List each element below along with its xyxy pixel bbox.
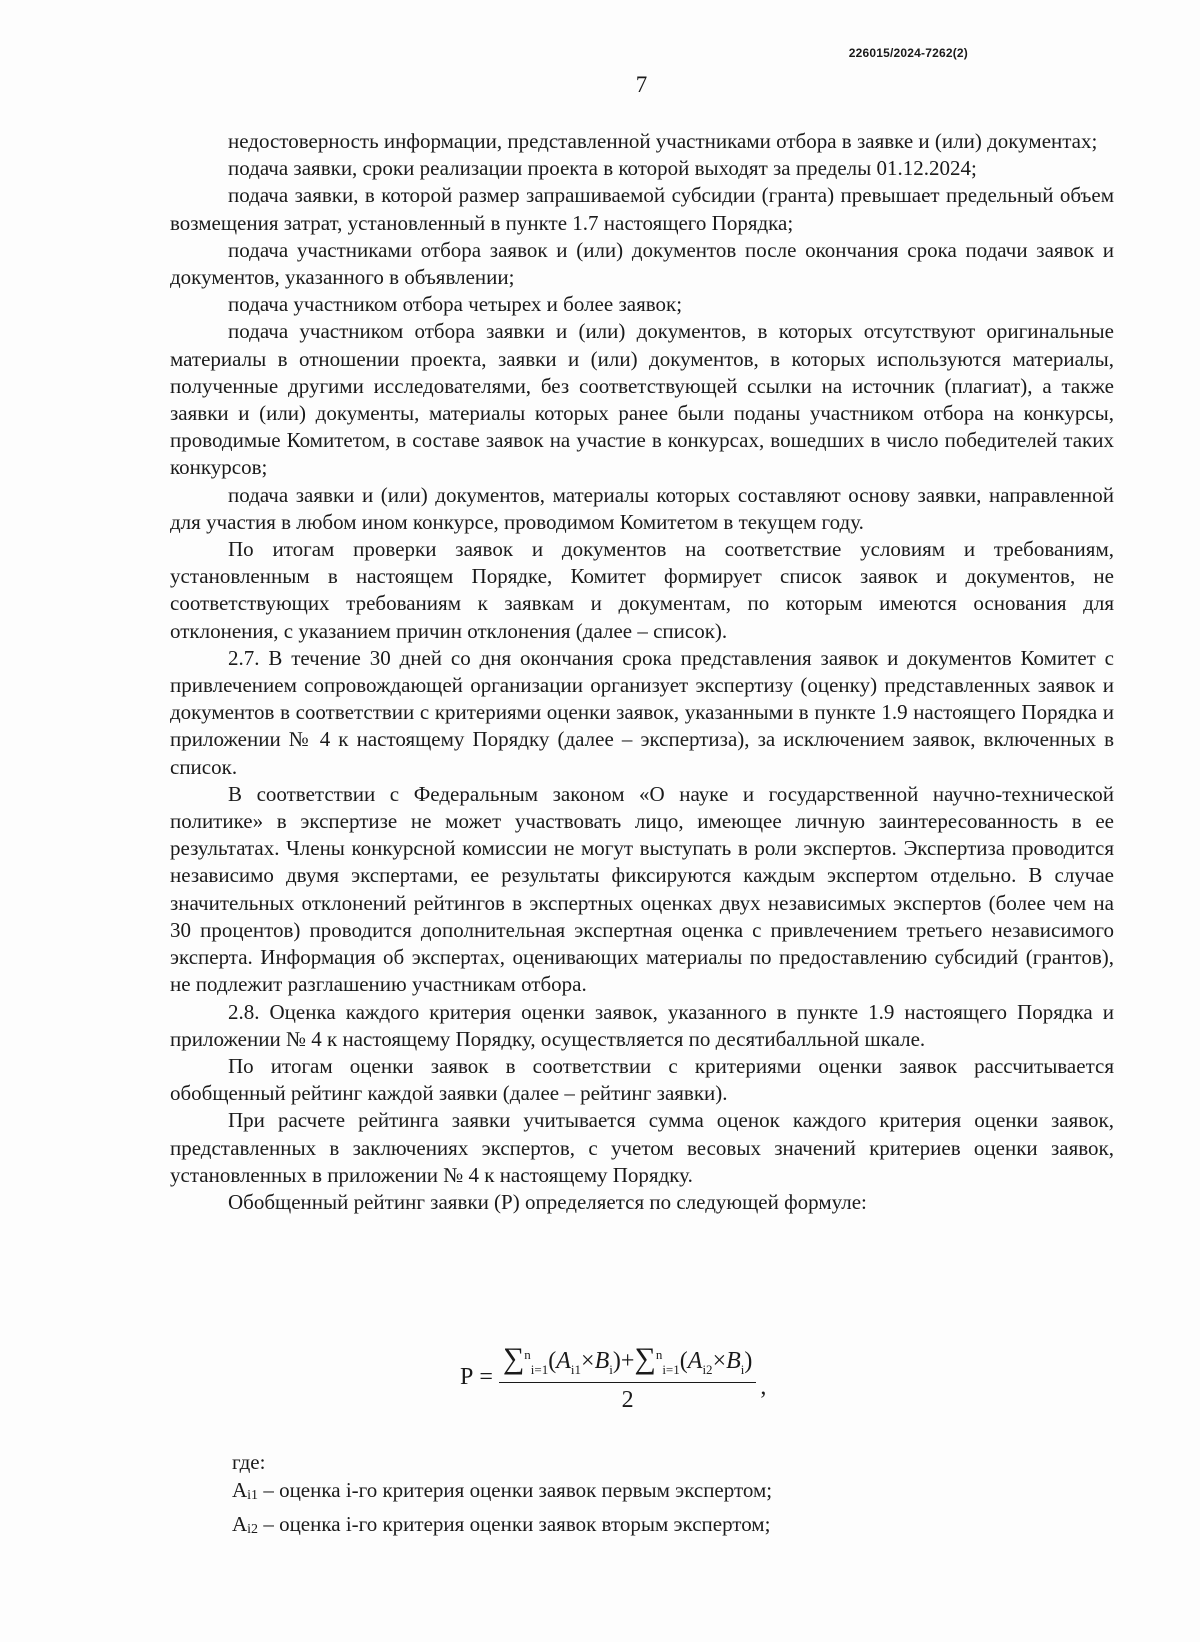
sum-symbol: ∑ bbox=[502, 1342, 525, 1375]
paragraph: В соответствии с Федеральным законом «О науке и государственной научно-технической политике» в экспертизе не может участвовать лицо, имеющее личную заинтересованность в ее результатах. Члены конкурсной комиссии не могут выступать в роли экспертов. Экспертиза проводится независимо двумя экспертами, ее результаты фиксируются каждым экспертом отдельно. В случае значительных отклонений рейтингов в экспертных оценках двух независимых экспертов (более чем на 30 процентов) проводится дополнительная экспертная оценка с привлечением третьего независимого эксперта. Информация об экспертах, оценивающих материалы по предоставлению субсидий (грантов), не подлежит разглашению участникам отбора. bbox=[170, 781, 1114, 997]
paragraph: недостоверность информации, представленной участниками отбора в заявке и (или) документах; bbox=[228, 129, 1098, 153]
page-number: 7 bbox=[635, 72, 648, 97]
paragraph: подача заявки, в которой размер запрашиваемой субсидии (гранта) превышает предельный объем возмещения затрат, установленный в пункте 1.7 настоящего Порядка; bbox=[170, 183, 1114, 235]
paragraph: Обобщенный рейтинг заявки (Р) определяется по следующей формуле: bbox=[228, 1189, 867, 1214]
paragraph: По итогам проверки заявок и документов на соответствие условиям и требованиям, установленным в настоящем Порядке, Комитет формирует список заявок и документов, не соответствующих требованиям к заявкам и документам, по которым имеются основания для отклонения, с указанием причин отклонения (далее – список). bbox=[170, 537, 1114, 643]
paragraph: 2.7. В течение 30 дней со дня окончания срока представления заявок и документов Комитет с привлечением сопровождающей организации организует экспертизу (оценку) представленных заявок и документов в соответствии с критериями оценки заявок, указанными в пункте 1.9 настоящего Порядка и приложении № 4 к настоящему Порядку (далее – экспертиза), за исключением заявок, включенных в список. bbox=[170, 645, 1114, 779]
formula-denominator: 2 bbox=[621, 1386, 634, 1413]
paragraph: подача заявки, сроки реализации проекта в которой выходят за пределы 01.12.2024; bbox=[228, 156, 977, 181]
formula-numerator: $\sum^n_{i=1}(A_{i1}\times B_i)+\sum^n_{i=1}(A_{i2}\times B_i)$ bbox=[499, 1342, 757, 1383]
paragraph: подача участником отбора заявки и (или) документов, в которых отсутствуют оригинальные материалы в отношении проекта, заявки и (или) документов, в которых используются материалы, полученные другими исследователями, без соответствующей ссылки на источник (плагиат), а также заявки и (или) документы, материалы которых ранее были поданы участником отбора на конкурсы, проводимые Комитетом, в составе заявок на участие в конкурсах, вошедших в число победителей таких конкурсов; bbox=[170, 319, 1114, 480]
definition-item: $A_{i2}$ – оценка i-го критерия оценки заявок вторым экспертом; bbox=[232, 1512, 771, 1537]
formula-definitions bbox=[232, 1448, 772, 1544]
sum-symbol: ∑ bbox=[634, 1342, 656, 1375]
formula-comma: , bbox=[760, 1374, 767, 1401]
definitions-where: где: bbox=[232, 1450, 266, 1474]
rating-formula bbox=[460, 1342, 766, 1414]
formula-fraction bbox=[499, 1342, 757, 1414]
paragraph: подача участником отбора четырех и более заявок; bbox=[228, 292, 683, 317]
document-body bbox=[170, 128, 1114, 1216]
paragraph: 2.8. Оценка каждого критерия оценки заявок, указанного в пункте 1.9 настоящего Порядка и приложении № 4 к настоящему Порядку, осуществляется по десятибалльной шкале. bbox=[170, 999, 1114, 1051]
definition-item: $A_{i1}$ – оценка i-го критерия оценки заявок первым экспертом; bbox=[232, 1478, 773, 1503]
paragraph: При расчете рейтинга заявки учитывается сумма оценок каждого критерия оценки заявок, представленных в заключениях экспертов, с учетом весовых значений критериев оценки заявок, установленных в приложении № 4 к настоящему Порядку. bbox=[170, 1108, 1114, 1187]
formula-lhs: Р = bbox=[460, 1364, 493, 1391]
paragraph: подача участниками отбора заявок и (или) документов после окончания срока подачи заявок и документов, указанного в объявлении; bbox=[170, 237, 1114, 290]
document-id: 226015/2024-7262(2) bbox=[848, 46, 968, 60]
paragraph: По итогам оценки заявок в соответствии с критериями оценки заявок рассчитывается обобщенный рейтинг каждой заявки (далее – рейтинг заявки). bbox=[170, 1053, 1114, 1106]
paragraph: подача заявки и (или) документов, материалы которых составляют основу заявки, направленной для участия в любом ином конкурсе, проводимом Комитетом в текущем году. bbox=[170, 482, 1114, 534]
